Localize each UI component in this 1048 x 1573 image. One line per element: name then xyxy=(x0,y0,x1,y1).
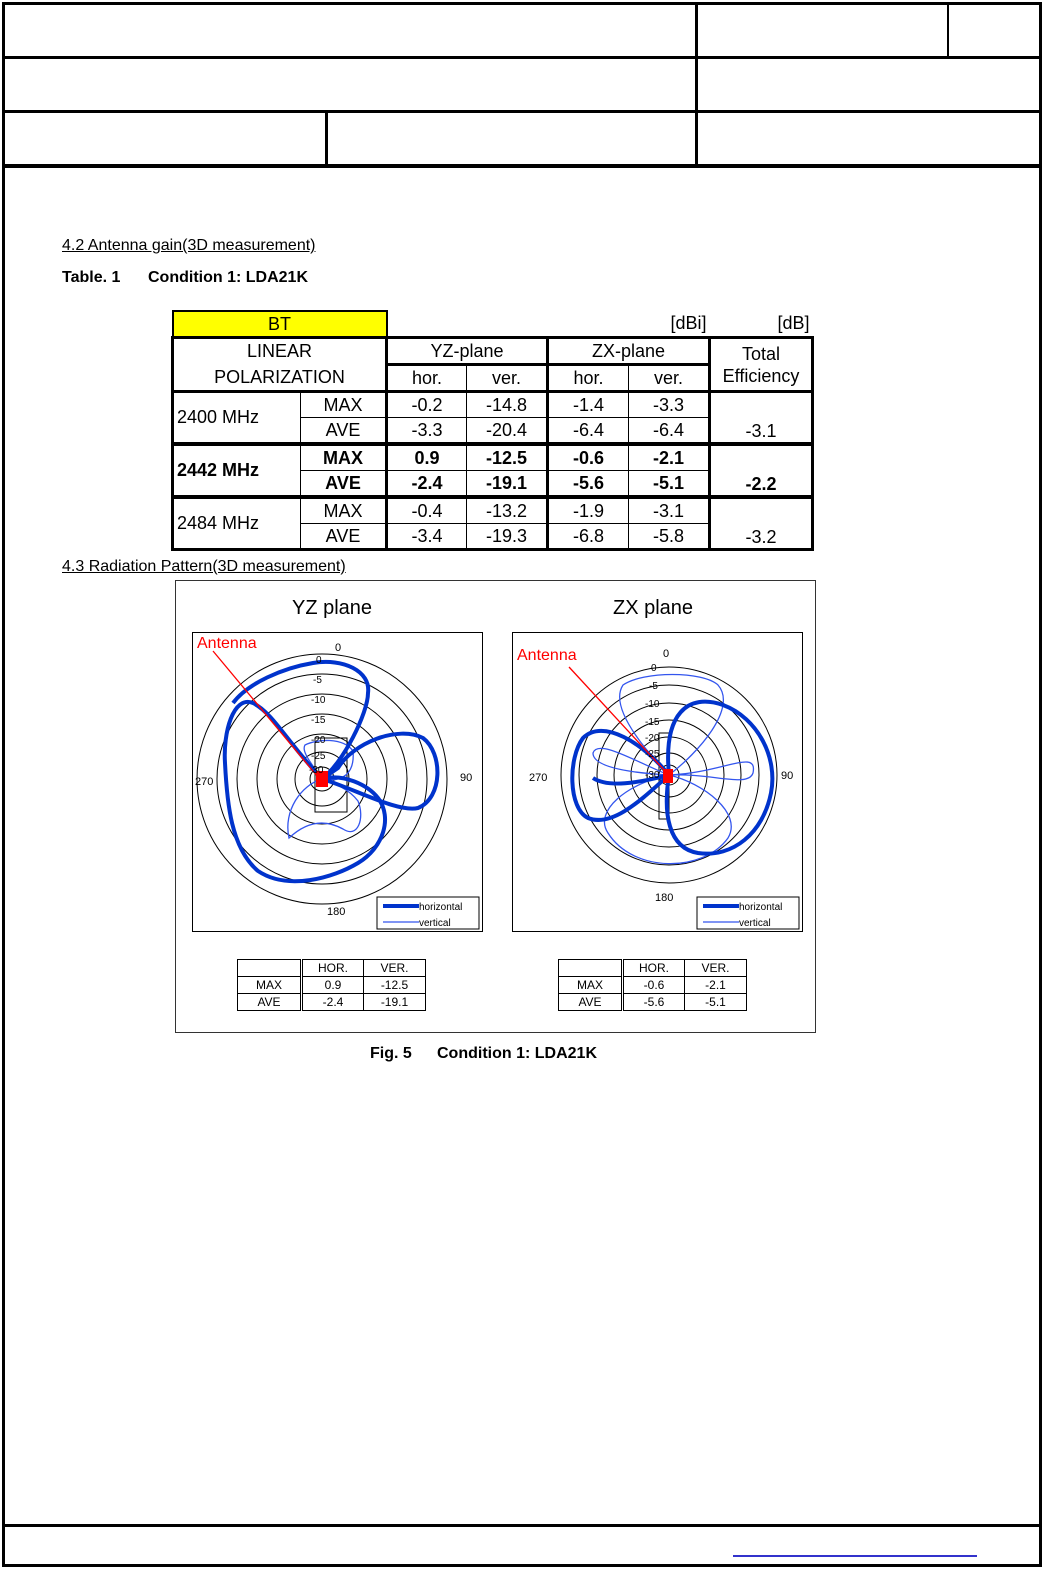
head-zx-hor: hor. xyxy=(548,365,629,392)
yz-summary-table xyxy=(237,959,426,1011)
yz-plot xyxy=(192,632,483,932)
head-linear: LINEAR xyxy=(173,338,387,365)
yz-angle-270: 270 xyxy=(195,776,214,788)
yz-plot-title: YZ plane xyxy=(292,597,373,619)
yz-angle-180: 180 xyxy=(327,906,346,918)
yz-ring-20: -20 xyxy=(311,735,326,746)
figure-caption-text: Condition 1: LDA21K xyxy=(437,1045,597,1062)
freq-2484: 2484 MHz xyxy=(173,497,301,550)
yz-ring-10: -10 xyxy=(311,695,326,706)
zx-ring-30: -30 xyxy=(645,770,660,781)
cell-2484-ave-zx-ver: -5.8 xyxy=(629,524,710,550)
max-label: MAX xyxy=(301,497,387,524)
cell-2400-max-yz-hor: -0.2 xyxy=(387,392,467,418)
cell-2484-max-yz-hor: -0.4 xyxy=(387,497,467,524)
head-polarization: POLARIZATION xyxy=(173,365,387,392)
zx-plot xyxy=(512,632,803,932)
cell-2400-max-zx-hor: -1.4 xyxy=(548,392,629,418)
footer-rule xyxy=(2,1524,1042,1527)
zx-ring-0: 0 xyxy=(651,663,657,674)
yz-summary-blank xyxy=(238,960,302,977)
zx-legend-horizontal: horizontal xyxy=(739,902,783,913)
cell-2484-max-zx-hor: -1.9 xyxy=(548,497,629,524)
ave-label: AVE xyxy=(301,418,387,445)
zx-antenna-marker xyxy=(663,769,673,783)
yz-antenna-pointer xyxy=(213,651,318,777)
zx-summary-ave-hor: -5.6 xyxy=(623,994,685,1011)
head-zx-ver: ver. xyxy=(629,365,710,392)
cell-2400-max-yz-ver: -14.8 xyxy=(467,392,548,418)
yz-ring-5: -5 xyxy=(313,675,322,686)
zx-legend-vertical: vertical xyxy=(739,918,771,929)
yz-ring-25: -25 xyxy=(311,751,326,762)
freq-2400: 2400 MHz xyxy=(173,392,301,445)
zx-summary-ave-ver: -5.1 xyxy=(685,994,747,1011)
yz-angle-90: 90 xyxy=(460,772,473,784)
antenna-gain-table xyxy=(171,310,814,551)
head-total-efficiency xyxy=(710,338,813,392)
zx-summary-table xyxy=(558,959,747,1011)
head-total: Total xyxy=(741,343,781,364)
cell-2400-ave-zx-ver: -6.4 xyxy=(629,418,710,445)
zx-ring-15: -15 xyxy=(645,717,660,728)
ave-label: AVE xyxy=(301,471,387,498)
zx-summary-max-label: MAX xyxy=(559,977,623,994)
freq-2442: 2442 MHz xyxy=(173,444,301,497)
zx-summary-ave-label: AVE xyxy=(559,994,623,1011)
cell-2442-max-yz-hor: 0.9 xyxy=(387,444,467,471)
yz-polar-chart xyxy=(193,633,482,931)
figure-caption xyxy=(370,1045,597,1063)
table-caption-text: Condition 1: LDA21K xyxy=(148,269,308,286)
cell-2442-efficiency: -2.2 xyxy=(710,444,813,497)
head-zx-plane: ZX-plane xyxy=(548,338,710,365)
zx-polar-chart xyxy=(513,633,802,931)
yz-summary-max-hor: 0.9 xyxy=(302,977,364,994)
yz-summary-ave-label: AVE xyxy=(238,994,302,1011)
zx-ring-25: -25 xyxy=(645,749,660,760)
head-yz-ver: ver. xyxy=(467,365,548,392)
head-efficiency: Efficiency xyxy=(722,365,800,386)
zx-angle-180: 180 xyxy=(655,892,674,904)
unit-dbi: [dBi] xyxy=(670,313,707,333)
cell-2400-ave-yz-ver: -20.4 xyxy=(467,418,548,445)
cell-2484-ave-yz-hor: -3.4 xyxy=(387,524,467,550)
cell-2442-max-zx-ver: -2.1 xyxy=(629,444,710,471)
yz-ring-labels xyxy=(309,655,326,776)
zx-angle-0: 0 xyxy=(663,648,670,660)
zx-angle-270: 270 xyxy=(529,772,548,784)
yz-antenna-label: Antenna xyxy=(197,635,257,652)
yz-angle-0: 0 xyxy=(335,642,342,654)
head-yz-hor: hor. xyxy=(387,365,467,392)
zx-ring-20: -20 xyxy=(645,733,660,744)
header-rule-3 xyxy=(2,164,1042,168)
cell-2400-ave-yz-hor: -3.3 xyxy=(387,418,467,445)
max-label: MAX xyxy=(301,444,387,471)
cell-2400-efficiency: -3.1 xyxy=(710,392,813,445)
zx-antenna-label: Antenna xyxy=(517,647,577,664)
zx-ring-10: -10 xyxy=(645,699,660,710)
cell-2484-max-zx-ver: -3.1 xyxy=(629,497,710,524)
section-pattern-title: 4.3 Radiation Pattern(3D measurement) xyxy=(62,558,346,575)
yz-summary-h-hor: HOR. xyxy=(302,960,364,977)
header-rule-1 xyxy=(2,56,1042,59)
bt-label: BT xyxy=(173,311,387,338)
zx-summary-max-hor: -0.6 xyxy=(623,977,685,994)
zx-angle-90: 90 xyxy=(781,770,794,782)
cell-2442-max-yz-ver: -12.5 xyxy=(467,444,548,471)
yz-ring-15: -15 xyxy=(311,715,326,726)
table-caption xyxy=(62,269,308,287)
cell-2400-max-zx-ver: -3.3 xyxy=(629,392,710,418)
footer-link[interactable] xyxy=(733,1555,977,1557)
unit-db: [dB] xyxy=(777,313,810,333)
max-label: MAX xyxy=(301,392,387,418)
cell-2442-max-zx-hor: -0.6 xyxy=(548,444,629,471)
header-divider-main xyxy=(695,2,698,167)
yz-legend-horizontal: horizontal xyxy=(419,902,463,913)
cell-2442-ave-zx-hor: -5.6 xyxy=(548,471,629,498)
cell-2484-ave-yz-ver: -19.3 xyxy=(467,524,548,550)
cell-2484-efficiency: -3.2 xyxy=(710,497,813,550)
cell-2484-ave-zx-hor: -6.8 xyxy=(548,524,629,550)
header-divider-small xyxy=(947,2,949,58)
zx-summary-blank xyxy=(559,960,623,977)
cell-2484-max-yz-ver: -13.2 xyxy=(467,497,548,524)
yz-summary-ave-ver: -19.1 xyxy=(364,994,426,1011)
figure-caption-number: Fig. 5 xyxy=(370,1045,412,1062)
radiation-pattern-figure xyxy=(175,580,816,1033)
yz-ring-30: -30 xyxy=(309,765,324,776)
header-divider-left xyxy=(325,110,328,167)
yz-summary-max-ver: -12.5 xyxy=(364,977,426,994)
zx-summary-max-ver: -2.1 xyxy=(685,977,747,994)
yz-summary-max-label: MAX xyxy=(238,977,302,994)
zx-summary-h-hor: HOR. xyxy=(623,960,685,977)
cell-2442-ave-zx-ver: -5.1 xyxy=(629,471,710,498)
ave-label: AVE xyxy=(301,524,387,550)
zx-plot-title: ZX plane xyxy=(613,597,694,619)
yz-summary-h-ver: VER. xyxy=(364,960,426,977)
yz-summary-ave-hor: -2.4 xyxy=(302,994,364,1011)
zx-ring-5: -5 xyxy=(649,681,658,692)
zx-summary-h-ver: VER. xyxy=(685,960,747,977)
yz-legend-vertical: vertical xyxy=(419,918,451,929)
yz-ring-0: 0 xyxy=(316,655,322,666)
cell-2442-ave-yz-ver: -19.1 xyxy=(467,471,548,498)
head-yz-plane: YZ-plane xyxy=(387,338,548,365)
section-gain-title: 4.2 Antenna gain(3D measurement) xyxy=(62,237,316,254)
cell-2400-ave-zx-hor: -6.4 xyxy=(548,418,629,445)
header-rule-2 xyxy=(2,110,1042,113)
table-caption-number: Table. 1 xyxy=(62,269,121,286)
cell-2442-ave-yz-hor: -2.4 xyxy=(387,471,467,498)
